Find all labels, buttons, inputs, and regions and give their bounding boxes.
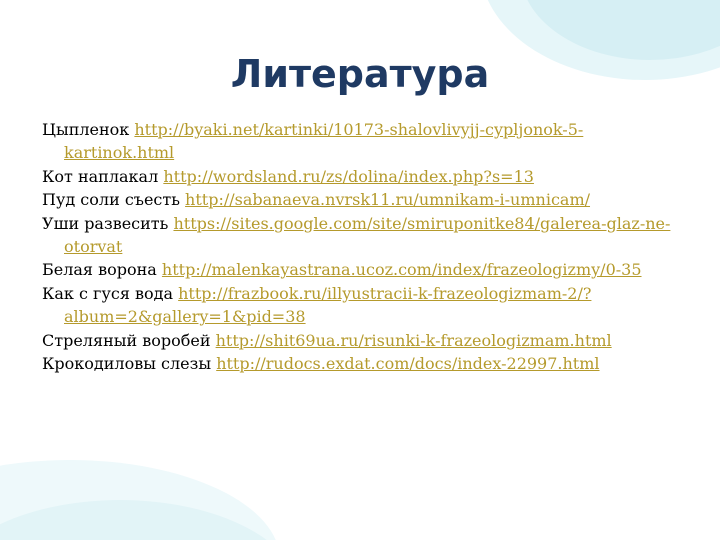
- reference-link[interactable]: http://wordsland.ru/zs/dolina/index.php?s=13: [163, 166, 534, 186]
- reference-link[interactable]: http://frazbook.ru/illyustracii-k-frazeologizmam-2/?album=2&gallery=1&pid=38: [64, 283, 592, 327]
- reference-label: Кот наплакал: [42, 166, 159, 186]
- reference-link[interactable]: http://sabanaeva.nvrsk11.ru/umnikam-i-umnicam/: [185, 190, 591, 210]
- reference-list: [42, 118, 682, 375]
- reference-item: [42, 258, 682, 281]
- reference-link[interactable]: https://sites.google.com/site/smiruponitke84/galerea-glaz-ne-otorvat: [64, 213, 671, 257]
- reference-item: [42, 212, 682, 259]
- reference-link[interactable]: http://byaki.net/kartinki/10173-shalovlivyjj-cypljonok-5-kartinok.html: [64, 120, 584, 163]
- reference-item: [42, 165, 682, 188]
- reference-item: [42, 329, 682, 352]
- reference-item: [42, 188, 682, 211]
- reference-label: Цыпленок: [42, 120, 130, 139]
- reference-label: Как с гуся вода: [42, 283, 174, 303]
- reference-label: Уши развесить: [42, 213, 169, 233]
- reference-label: Стреляный воробей: [42, 330, 211, 350]
- reference-item: [42, 352, 682, 375]
- reference-link[interactable]: http://shit69ua.ru/risunki-k-frazeologizmam.html: [215, 330, 612, 350]
- reference-item: [42, 118, 682, 165]
- reference-label: Пуд соли съесть: [42, 190, 180, 210]
- reference-link[interactable]: http://rudocs.exdat.com/docs/index-22997.html: [216, 354, 600, 374]
- reference-item: [42, 282, 682, 329]
- reference-link[interactable]: http://malenkayastrana.ucoz.com/index/frazeologizmy/0-35: [161, 260, 642, 280]
- slide-title: Литература: [230, 52, 490, 96]
- reference-label: Белая ворона: [42, 260, 157, 280]
- reference-label: Крокодиловы слезы: [42, 354, 212, 374]
